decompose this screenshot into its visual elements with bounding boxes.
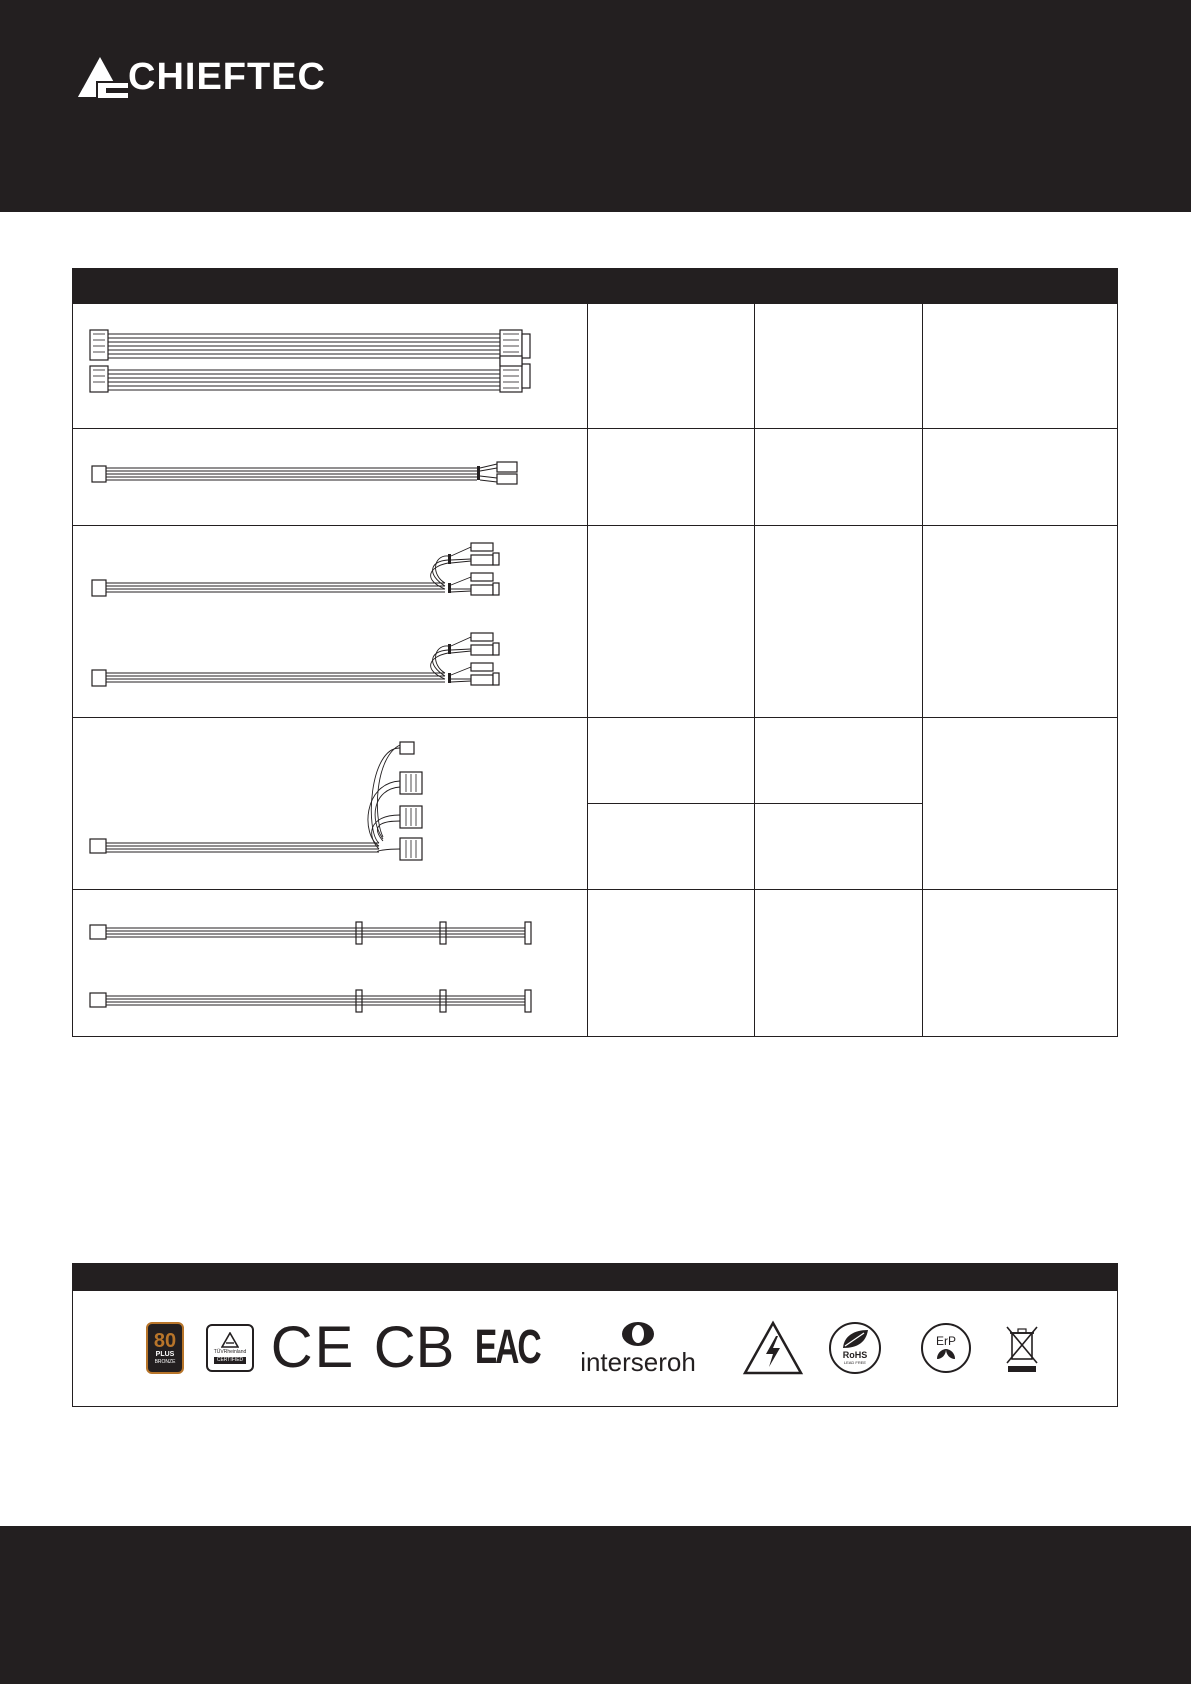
leaves-icon	[935, 1347, 957, 1361]
brand-logo	[76, 55, 326, 99]
lightning-triangle-icon	[742, 1320, 804, 1376]
page-header	[0, 0, 1191, 212]
tuv-triangle-icon	[221, 1332, 239, 1348]
cpu-power-cable-drawing	[73, 428, 587, 525]
page-footer	[0, 1526, 1191, 1684]
certifications-body	[72, 1291, 1118, 1407]
rohs-title: RoHS	[842, 1350, 868, 1360]
high-voltage-badge	[741, 1313, 805, 1383]
ce-mark-badge	[270, 1313, 356, 1383]
tuv-certified: CERTIFIED	[214, 1357, 246, 1364]
crossed-bin-icon	[1004, 1323, 1040, 1373]
interseroh-badge	[573, 1313, 703, 1383]
interseroh-wordmark: interseroh	[580, 1347, 696, 1377]
main-power-cable-drawing	[73, 304, 587, 428]
tuv-rheinland-badge	[205, 1313, 255, 1383]
ce-mark: CE	[270, 1315, 356, 1380]
brand-name: CHIEFTEC	[128, 56, 326, 98]
table-body	[72, 304, 1118, 1037]
cable-table	[72, 268, 1118, 1038]
sata-cables-drawing	[73, 889, 587, 1036]
table-header	[72, 268, 1118, 304]
erp-label: ErP	[935, 1334, 956, 1348]
column-divider	[922, 304, 923, 1036]
weee-badge	[1002, 1313, 1042, 1383]
leaf-icon	[840, 1328, 870, 1350]
cb-mark: CB	[373, 1315, 455, 1380]
rohs-subtitle: LEAD FREE	[843, 1360, 867, 1365]
cell-divider	[587, 803, 922, 804]
cb-mark-badge	[369, 1313, 459, 1383]
80-plus-number: 80	[153, 1330, 177, 1352]
column-divider	[754, 304, 755, 1036]
tuv-name: TÜVRheinland	[213, 1349, 247, 1355]
brand-triangle-icon	[76, 55, 134, 99]
certifications-header	[72, 1263, 1118, 1291]
80-plus-label: PLUS	[155, 1351, 175, 1358]
eac-mark: EAC	[474, 1321, 540, 1374]
column-divider	[587, 304, 588, 1036]
erp-badge	[919, 1313, 973, 1383]
interseroh-disc-icon	[621, 1321, 655, 1347]
pcie-cables-drawing	[73, 525, 587, 717]
80-plus-bronze-badge	[145, 1313, 185, 1383]
eac-mark-badge	[474, 1313, 540, 1383]
rohs-badge	[828, 1313, 882, 1383]
peripheral-cable-drawing	[73, 717, 587, 889]
80-plus-level: BRONZE	[154, 1359, 176, 1365]
certifications-panel	[72, 1263, 1118, 1408]
